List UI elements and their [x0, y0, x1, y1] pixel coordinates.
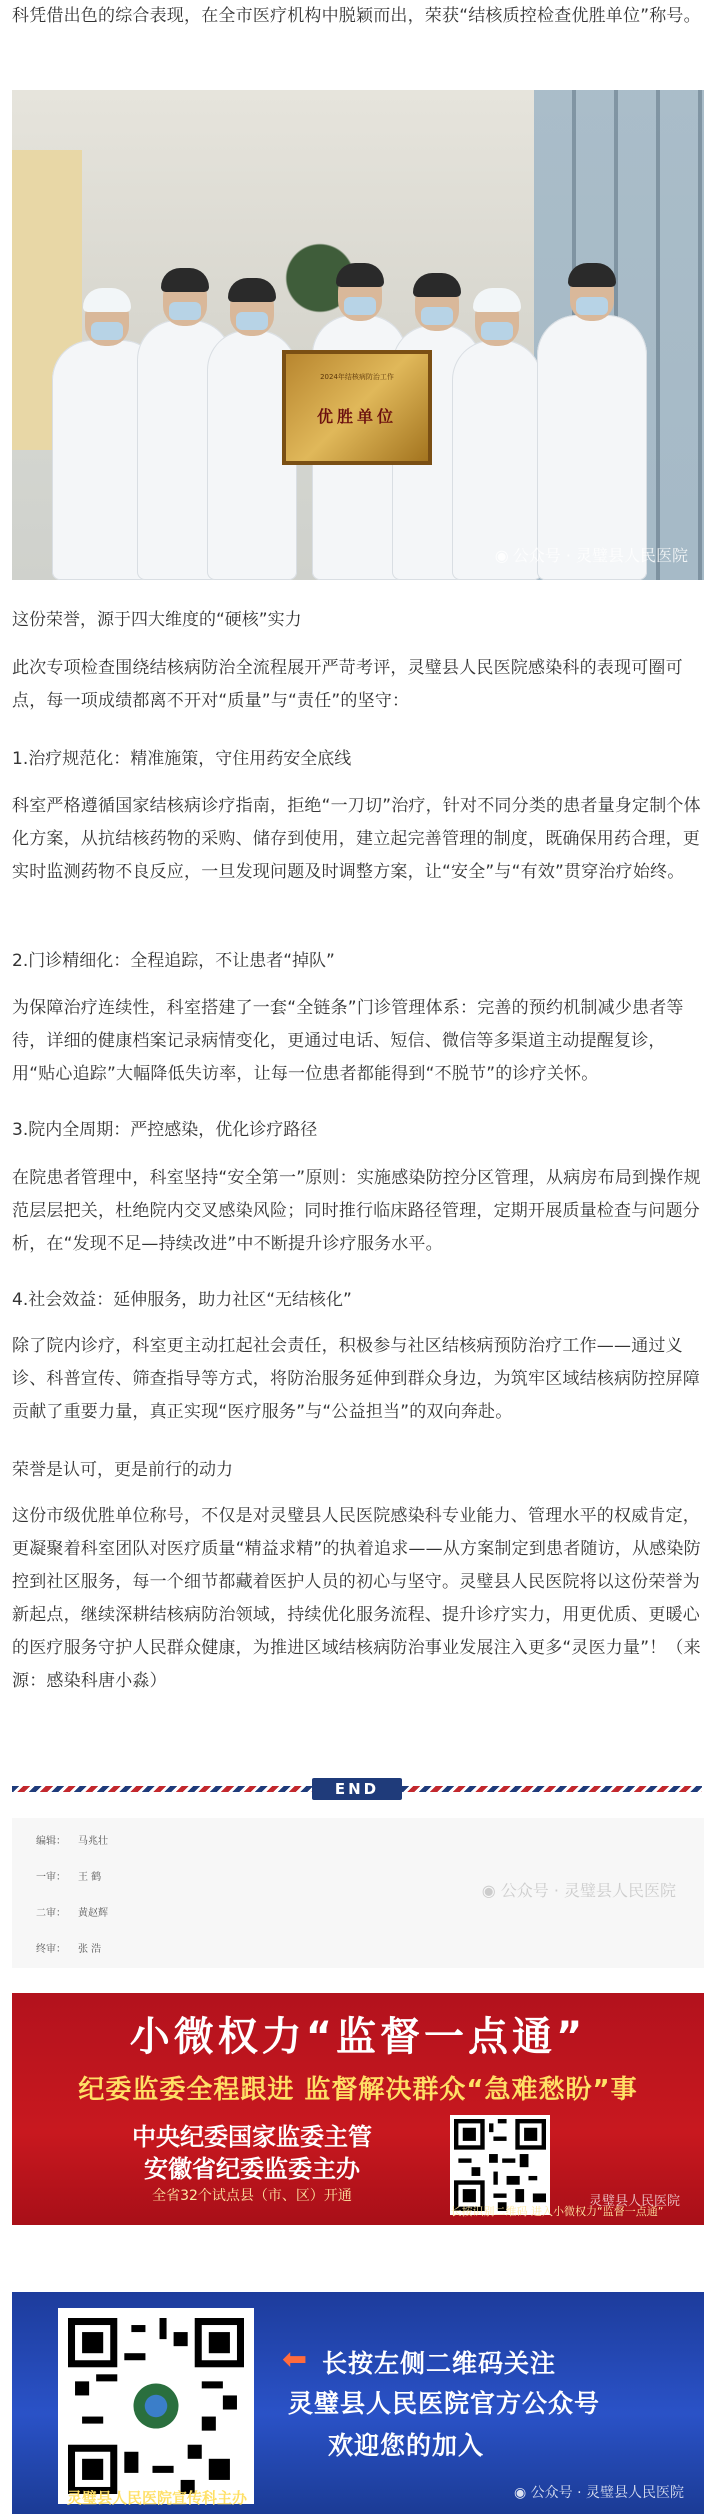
section-heading-3: 3.院内全周期：严控感染，优化诊疗路径: [12, 1120, 318, 1140]
end-stripe-left: [12, 1786, 312, 1792]
follow-watermark: ◉ 公众号 · 灵璧县人民医院: [513, 2485, 684, 2501]
plaque-title: 优胜单位: [316, 407, 397, 426]
follow-account-banner[interactable]: [12, 2292, 704, 2514]
supervision-org-line1: 中央纪委国家监委主管: [132, 2123, 372, 2151]
follow-qr-label: 灵璧县人民医院宣传科主办: [66, 2489, 247, 2507]
section-heading-2: 2.门诊精细化：全程追踪，不让患者“掉队”: [12, 951, 335, 971]
supervision-title: 小微权力“监督一点通”: [129, 2014, 587, 2060]
team-photo: [12, 90, 704, 580]
section-body-2: 为保障治疗连续性，科室搭建了一套“全链条”门诊管理体系：完善的预约机制减少患者等待，详细的健康档案记录病情变化，更通过电话、短信、微信等多渠道主动提醒复诊，用“贴心追踪”大幅降低失访率，让每一位患者都能得到“不脱节”的诊疗关怀。: [12, 998, 684, 1084]
follow-line-2: 灵璧县人民医院官方公众号: [288, 2389, 601, 2418]
intro-paragraph-tail: 科凭借出色的综合表现，在全市医疗机构中脱颖而出，荣获“结核质控检查优胜单位”称号。: [12, 6, 701, 26]
supervision-banner[interactable]: [12, 1993, 704, 2225]
credit-editor: 编辑： 马兆壮: [36, 1836, 108, 1847]
plaque-caption: 2024年结核病防治工作: [320, 373, 394, 381]
closing-paragraph: 这份市级优胜单位称号，不仅是对灵璧县人民医院感染科专业能力、管理水平的权威肯定，更凝聚着科室团队对医疗质量“精益求精”的执着追求——从方案制定到患者随访，从感染防控到社区服务，每一个细节都藏着医护人员的初心与坚守。灵璧县人民医院将以这份荣誉为新起点，继续深耕结核病防治领域，持续优化服务流程、提升诊疗实力，用更优质、更暖心的医疗服务守护人民群众健康，为推进区域结核病防治事业发展注入更多“灵医力量”！（来源：感染科唐小淼）: [12, 1506, 701, 1691]
section-lead: 这份荣誉，源于四大维度的“硬核”实力: [12, 610, 302, 630]
qr-code-icon: [454, 2119, 546, 2211]
supervision-org-line2: 安徽省纪委监委主办: [144, 2155, 360, 2183]
follow-qr-code[interactable]: [58, 2308, 254, 2504]
photo-watermark: ◉ 公众号 · 灵璧县人民医院: [494, 546, 688, 565]
staff-figure: [537, 315, 647, 580]
supervision-qr-caption: 长按识别二维码 进入小微权力“监督一点通”: [450, 2205, 664, 2218]
section-heading-4: 4.社会效益：延伸服务，助力社区“无结核化”: [12, 1290, 352, 1310]
award-plaque: [282, 350, 432, 465]
end-divider: [12, 1780, 702, 1796]
credit-review-2: 二审： 黄赵辉: [36, 1908, 108, 1919]
end-label: END: [312, 1778, 402, 1800]
supervision-watermark: 灵璧县人民医院: [588, 2194, 680, 2209]
follow-line-1: 长按左侧二维码关注: [322, 2349, 557, 2378]
supervision-subtitle: 纪委监委全程跟进 监督解决群众“急难愁盼”事: [78, 2075, 638, 2105]
end-stripe-right: [402, 1786, 702, 1792]
section-body-1: 科室严格遵循国家结核病诊疗指南，拒绝“一刀切”治疗，针对不同分类的患者量身定制个体化方案，从抗结核药物的采购、储存到使用，建立起完善管理的制度，既确保用药合理，更实时监测药物不良反应，一旦发现问题及时调整方案，让“安全”与“有效”贯穿治疗始终。: [12, 796, 701, 882]
wechat-icon: ◉: [494, 546, 509, 565]
supervision-coverage: 全省32个试点县（市、区）开通: [152, 2188, 352, 2204]
credit-review-1: 一审： 王 鹤: [36, 1872, 102, 1883]
follow-line-3: 欢迎您的加入: [328, 2431, 485, 2460]
qr-code-icon: [68, 2318, 244, 2494]
arrow-left-icon: ⬅: [282, 2342, 308, 2377]
credits-block: [12, 1818, 704, 1968]
wechat-icon: ◉: [513, 2485, 531, 2501]
section-body-3: 在院患者管理中，科室坚持“安全第一”原则：实施感染防控分区管理，从病房布局到操作规范层层把关，杜绝院内交叉感染风险；同时推行临床路径管理，定期开展质量检查与问题分析，在“发现不足—持续改进”中不断提升诊疗服务水平。: [12, 1168, 701, 1254]
closing-heading: 荣誉是认可，更是前行的动力: [12, 1460, 233, 1480]
credit-final-review: 终审： 张 浩: [36, 1944, 102, 1955]
credits-watermark: ◉ 公众号 · 灵璧县人民医院: [481, 1881, 676, 1900]
section-heading-1: 1.治疗规范化：精准施策，守住用药安全底线: [12, 749, 352, 769]
wechat-icon: ◉: [481, 1881, 501, 1900]
supervision-qr-code[interactable]: [450, 2115, 550, 2215]
lead-paragraph: 此次专项检查围绕结核病防治全流程展开严苛考评，灵璧县人民医院感染科的表现可圈可点，每一项成绩都离不开对“质量”与“责任”的坚守：: [12, 658, 683, 711]
section-body-4: 除了院内诊疗，科室更主动扛起社会责任，积极参与社区结核病预防治疗工作——通过义诊、科普宣传、筛查指导等方式，将防治服务延伸到群众身边，为筑牢区域结核病防控屏障贡献了重要力量，真正实现“医疗服务”与“公益担当”的双向奔赴。: [12, 1336, 700, 1422]
